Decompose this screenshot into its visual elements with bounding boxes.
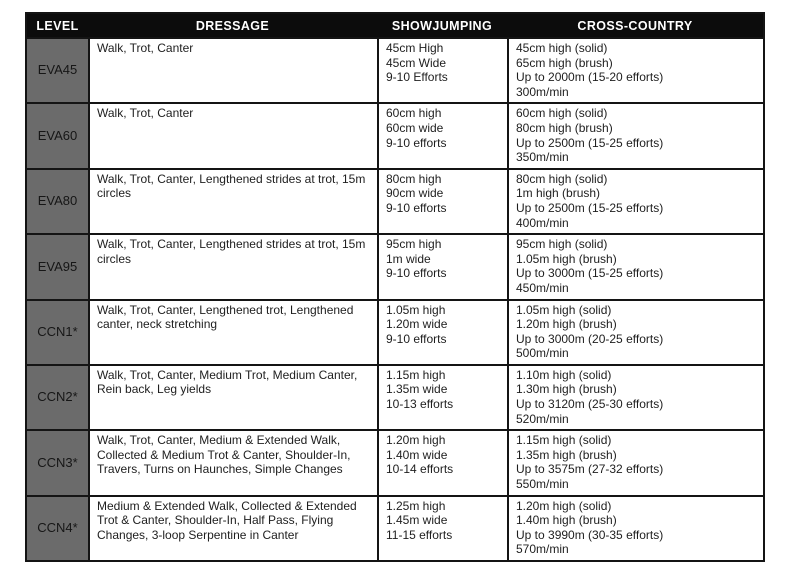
level-cell: CCN3* <box>27 431 88 494</box>
dressage-cell: Walk, Trot, Canter <box>88 104 377 167</box>
cell-line: 1.35m high (brush) <box>516 447 617 462</box>
cell-line: 1.05m high (solid) <box>516 302 612 317</box>
cell-line: 80cm high <box>386 171 442 186</box>
showjumping-cell <box>377 39 507 102</box>
cell-line: 65cm high (brush) <box>516 55 613 70</box>
cell-line: 1.45m wide <box>386 513 448 528</box>
level-cell: EVA45 <box>27 39 88 102</box>
column-header-level: LEVEL <box>36 19 79 33</box>
cell-line: 9-10 efforts <box>386 200 447 215</box>
cell-line: 1.20m high <box>386 433 446 448</box>
cell-line: 60cm high <box>386 106 442 121</box>
table-row <box>27 364 763 429</box>
cell-line: 1.10m high (solid) <box>516 367 612 382</box>
cell-line: Up to 2500m (15-25 efforts) <box>516 135 664 150</box>
cell-line: 450m/min <box>516 280 569 295</box>
cell-line: Up to 2000m (15-20 efforts) <box>516 70 664 85</box>
cross-country-cell <box>507 104 763 167</box>
cell-line: 1.20m high (brush) <box>516 317 617 332</box>
dressage-cell: Walk, Trot, Canter, Medium & Extended Walk, Collected & Medium Trot & Canter, Shoulder-In, Travers, Turns on Haunches, Simple Changes <box>88 431 377 494</box>
cell-line: 1.25m high <box>386 498 446 513</box>
cell-line: 9-10 efforts <box>386 331 447 346</box>
cross-country-cell <box>507 235 763 298</box>
cell-line: 1m wide <box>386 251 431 266</box>
dressage-cell: Walk, Trot, Canter, Medium Trot, Medium Canter, Rein back, Leg yields <box>88 366 377 429</box>
dressage-cell: Walk, Trot, Canter, Lengthened trot, Lengthened canter, neck stretching <box>88 301 377 364</box>
dressage-cell: Walk, Trot, Canter, Lengthened strides at trot, 15m circles <box>88 170 377 233</box>
cell-line: 400m/min <box>516 215 569 230</box>
cell-line: 11-15 efforts <box>386 527 453 542</box>
cell-line: Up to 2500m (15-25 efforts) <box>516 200 664 215</box>
cross-country-cell <box>507 366 763 429</box>
level-cell: EVA95 <box>27 235 88 298</box>
cell-line: 95cm high (solid) <box>516 237 608 252</box>
level-cell: CCN2* <box>27 366 88 429</box>
cell-line: 9-10 efforts <box>386 266 447 281</box>
cell-line: 80cm high (solid) <box>516 171 608 186</box>
cell-line: Up to 3575m (27-32 efforts) <box>516 462 664 477</box>
cell-line: Up to 3990m (30-35 efforts) <box>516 527 664 542</box>
cell-line: 60cm wide <box>386 120 444 135</box>
showjumping-cell <box>377 104 507 167</box>
cell-line: 1.30m high (brush) <box>516 382 617 397</box>
column-header-dressage: DRESSAGE <box>195 19 270 33</box>
cell-line: 1.05m high (brush) <box>516 251 617 266</box>
cell-line: 45cm high (solid) <box>516 41 608 55</box>
cross-country-cell <box>507 301 763 364</box>
cell-line: Up to 3120m (25-30 efforts) <box>516 397 664 412</box>
cell-line: 300m/min <box>516 84 569 99</box>
table-header-row <box>27 14 763 37</box>
cell-line: 45cm Wide <box>386 55 447 70</box>
cell-line: 80cm high (brush) <box>516 120 613 135</box>
table-row <box>27 37 763 102</box>
dressage-cell: Medium & Extended Walk, Collected & Extended Trot & Canter, Shoulder-In, Half Pass, Flying Changes, 3-loop Serpentine in Canter <box>88 497 377 560</box>
dressage-cell: Walk, Trot, Canter <box>88 39 377 102</box>
dressage-cell: Walk, Trot, Canter, Lengthened strides at trot, 15m circles <box>88 235 377 298</box>
level-cell: EVA80 <box>27 170 88 233</box>
cell-line: 10-13 efforts <box>386 397 454 412</box>
showjumping-cell <box>377 301 507 364</box>
level-cell: EVA60 <box>27 104 88 167</box>
cross-country-cell <box>507 497 763 560</box>
cell-line: Up to 3000m (20-25 efforts) <box>516 331 664 346</box>
cell-line: 90cm wide <box>386 186 444 201</box>
cell-line: 1.40m high (brush) <box>516 513 617 528</box>
cell-line: 10-14 efforts <box>386 462 454 477</box>
cell-line: 1.05m high <box>386 302 446 317</box>
cell-line: 570m/min <box>516 542 569 557</box>
table-row <box>27 299 763 364</box>
cell-line: 350m/min <box>516 150 569 165</box>
cell-line: 1.35m wide <box>386 382 448 397</box>
cross-country-cell <box>507 39 763 102</box>
cell-line: 1m high (brush) <box>516 186 601 201</box>
table-row <box>27 429 763 494</box>
cross-country-cell <box>507 431 763 494</box>
table-row <box>27 233 763 298</box>
showjumping-cell <box>377 170 507 233</box>
cell-line: 9-10 efforts <box>386 135 447 150</box>
showjumping-cell <box>377 366 507 429</box>
table-row <box>27 495 763 560</box>
cell-line: 1.20m high (solid) <box>516 498 612 513</box>
column-header-cross-country: CROSS-COUNTRY <box>577 19 693 33</box>
cell-line: 60cm high (solid) <box>516 106 608 121</box>
cell-line: 9-10 Efforts <box>386 70 448 85</box>
showjumping-cell <box>377 497 507 560</box>
cell-line: 45cm High <box>386 41 444 55</box>
cell-line: 520m/min <box>516 411 569 426</box>
cell-line: 1.15m high (solid) <box>516 433 612 448</box>
level-cell: CCN1* <box>27 301 88 364</box>
table-body <box>27 37 763 560</box>
column-header-showjumping: SHOWJUMPING <box>391 19 493 33</box>
level-cell: CCN4* <box>27 497 88 560</box>
table-row <box>27 168 763 233</box>
table-row <box>27 102 763 167</box>
cell-line: 1.15m high <box>386 367 446 382</box>
cross-country-cell <box>507 170 763 233</box>
cell-line: 500m/min <box>516 346 569 361</box>
showjumping-cell <box>377 431 507 494</box>
cell-line: 1.40m wide <box>386 447 448 462</box>
cell-line: 550m/min <box>516 477 569 492</box>
cell-line: Up to 3000m (15-25 efforts) <box>516 266 664 281</box>
eventing-levels-table <box>25 12 765 562</box>
cell-line: 95cm high <box>386 237 442 252</box>
showjumping-cell <box>377 235 507 298</box>
cell-line: 1.20m wide <box>386 317 448 332</box>
